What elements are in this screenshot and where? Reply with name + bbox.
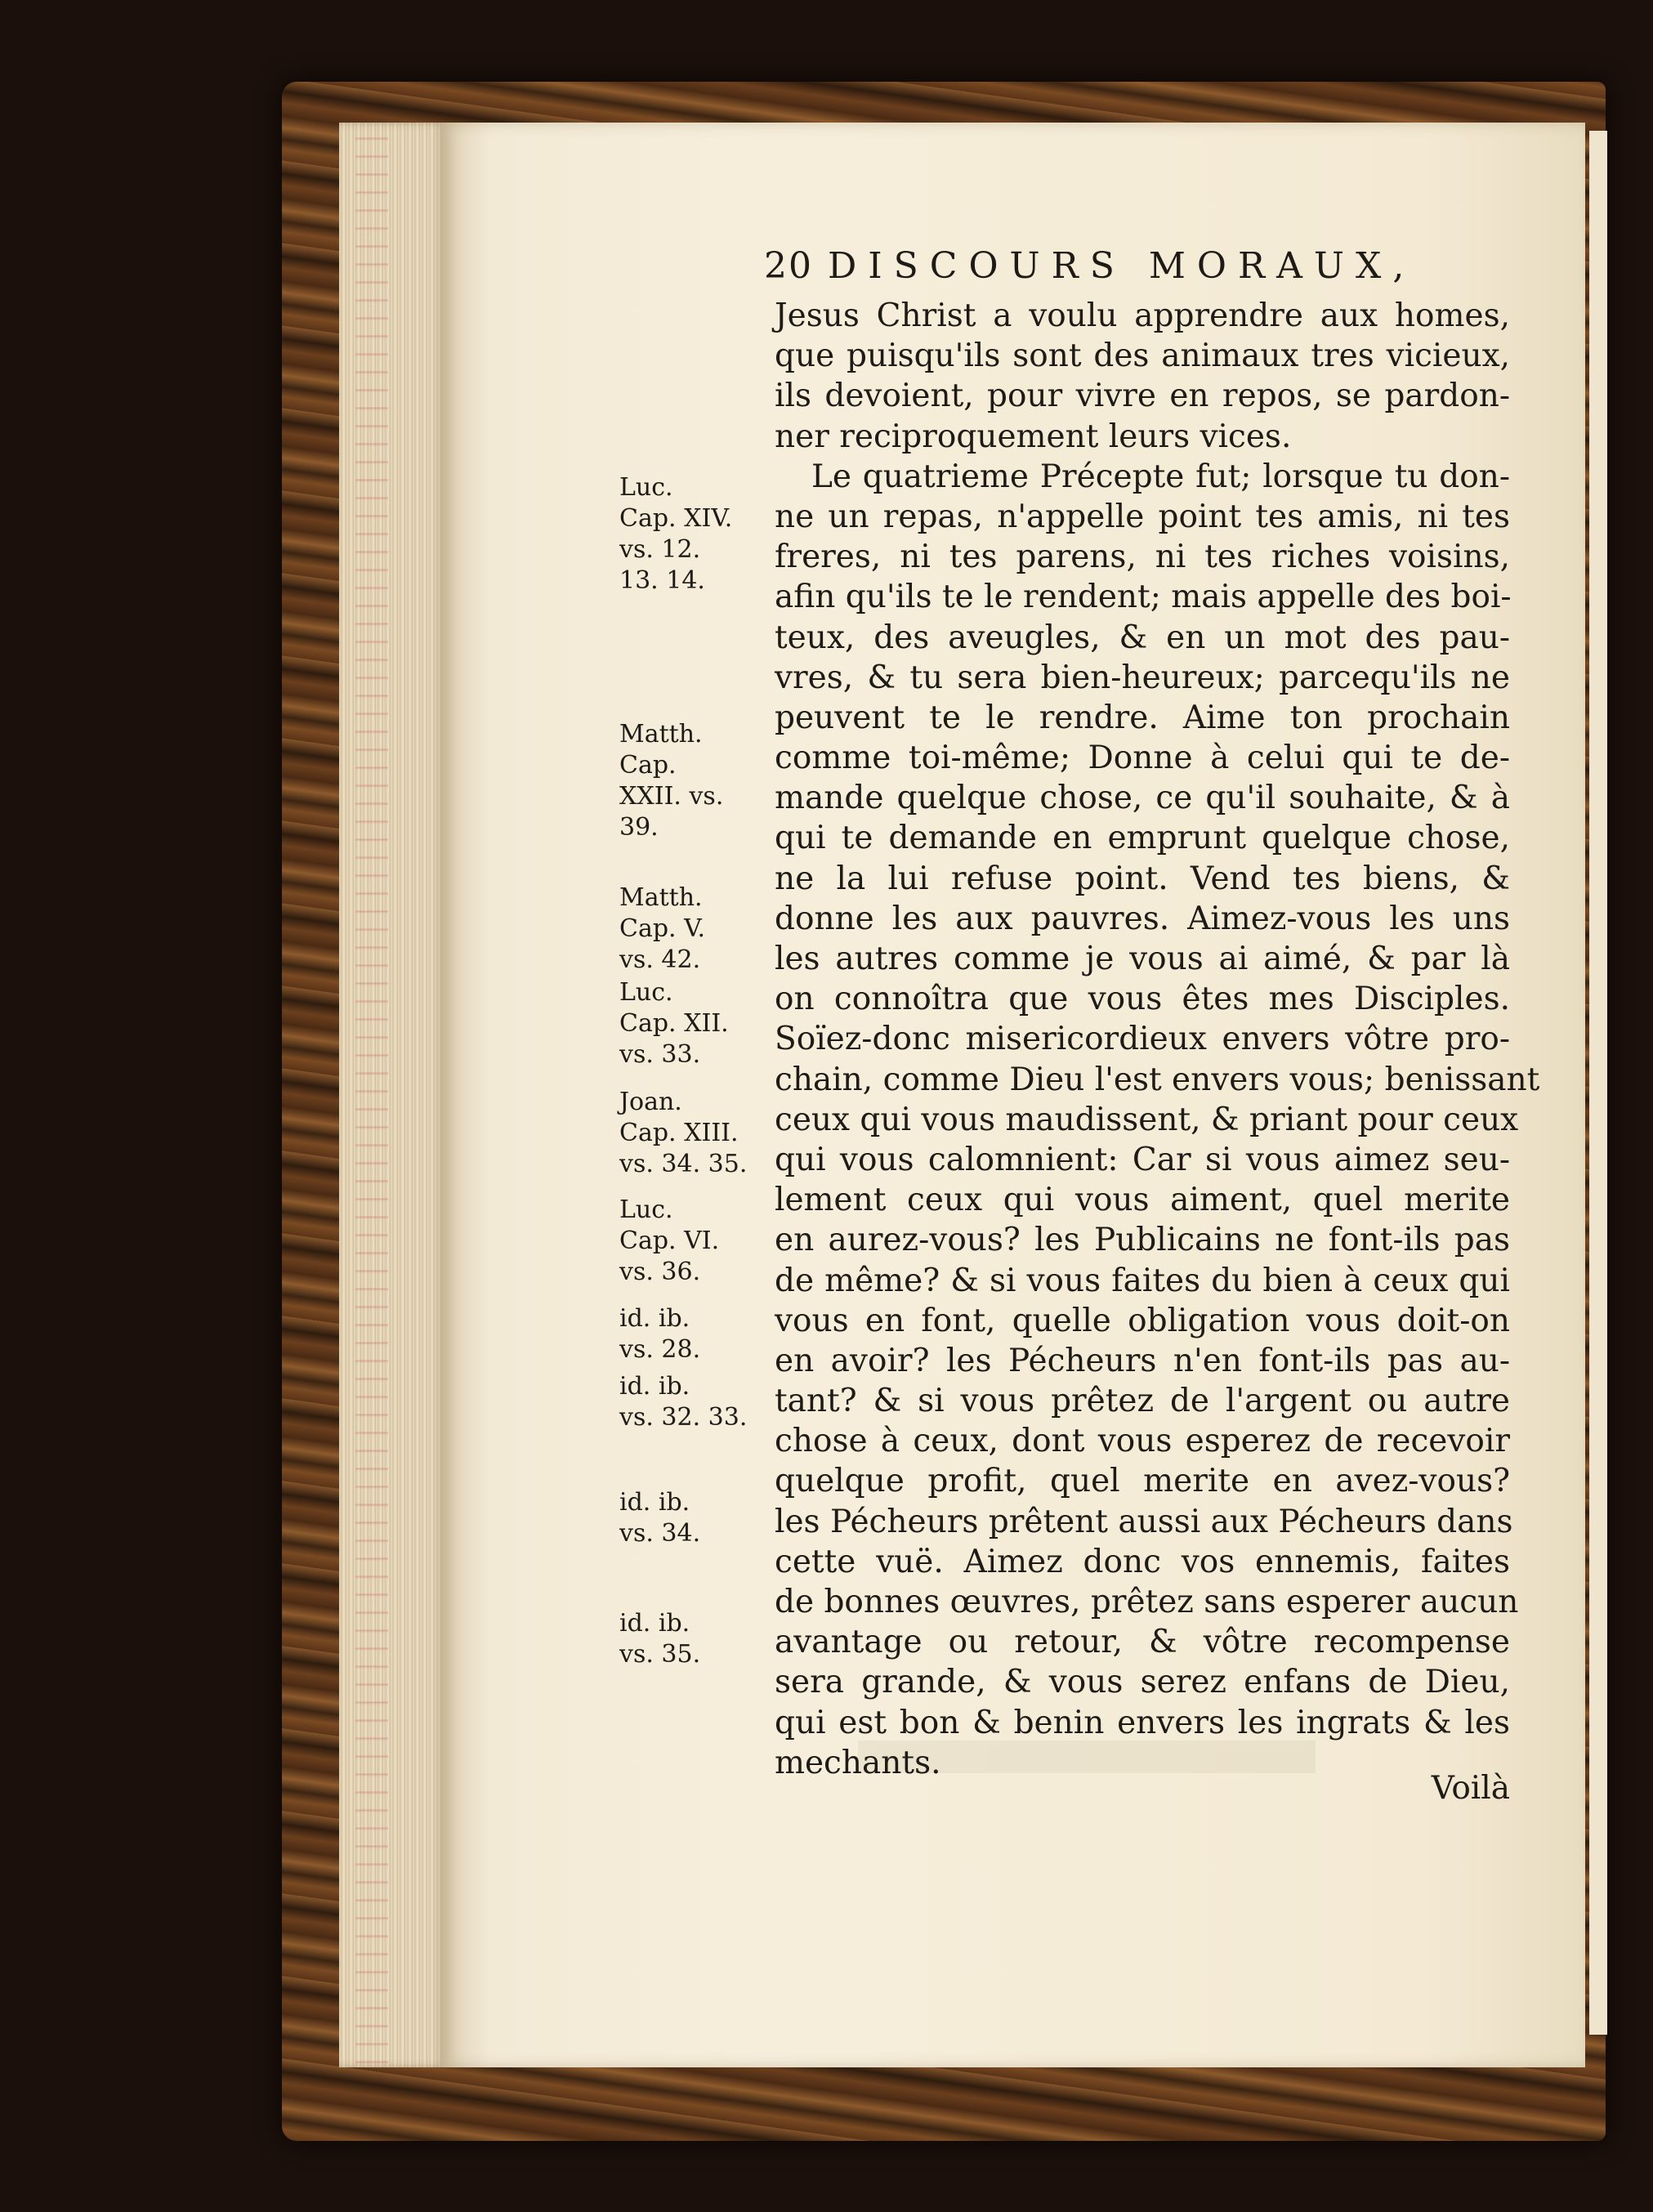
margin-note-line: Cap. XII.: [619, 1009, 729, 1038]
text-line: que puisqu'ils sont des animaux tres vicieux,: [775, 337, 1510, 375]
margin-note: [619, 1371, 748, 1433]
text-line: chain, comme Dieu l'est envers vous; benissant: [775, 1061, 1540, 1098]
text-line: ner reciproquement leurs vices.: [775, 418, 1292, 455]
text-line: en aurez-vous? les Publicains ne font-ils pas: [775, 1222, 1510, 1259]
margin-note-line: Luc.: [619, 978, 673, 1007]
text-line: de bonnes œuvres, prêtez sans esperer aucun: [775, 1584, 1519, 1620]
margin-note-line: vs. 42.: [619, 945, 701, 974]
text-line: teux, des aveugles, & en un mot des pau-: [775, 619, 1510, 656]
margin-note-line: id. ib.: [619, 1488, 690, 1517]
text-line: de même? & si vous faites du bien à ceux qui: [775, 1262, 1510, 1299]
margin-note-line: 39.: [619, 813, 659, 842]
margin-note-line: Cap. XIII.: [619, 1119, 739, 1147]
margin-note-line: vs. 33.: [619, 1040, 701, 1069]
text-line: vres, & tu sera bien-heureux; parcequ'ils ne: [775, 659, 1510, 696]
text-line: afin qu'ils te le rendent; mais appelle des boi-: [775, 579, 1512, 616]
margin-note-line: Cap. XIV.: [619, 504, 733, 533]
text-line: qui est bon & benin envers les ingrats & les: [775, 1704, 1510, 1741]
page-edges: [339, 123, 445, 2067]
text-line: lement ceux qui vous aiment, quel merite: [775, 1182, 1510, 1219]
margin-note-line: XXII. vs.: [619, 782, 724, 811]
margin-note: [619, 719, 734, 843]
margin-note: [619, 472, 734, 597]
text-line: ils devoient, pour vivre en repos, se pardon-: [775, 378, 1510, 415]
text-line: qui vous calomnient: Car si vous aimez seu-: [775, 1141, 1510, 1178]
text-line: avantage ou retour, & vôtre recompense: [775, 1624, 1510, 1661]
text-line: ne un repas, n'appelle point tes amis, ni tes: [775, 498, 1510, 535]
text-line: donne les aux pauvres. Aimez-vous les uns: [775, 900, 1510, 937]
margin-note-line: 13. 14.: [619, 566, 705, 595]
margin-note: [619, 1195, 734, 1288]
margin-note-line: Cap. VI.: [619, 1227, 720, 1255]
margin-note-line: vs. 34. 35.: [619, 1150, 748, 1178]
margin-note-line: vs. 28.: [619, 1335, 701, 1364]
margin-note-line: vs. 35.: [619, 1640, 701, 1669]
margin-note-line: vs. 32. 33.: [619, 1403, 748, 1432]
margin-note: [619, 977, 734, 1070]
margin-note-line: Cap. V.: [619, 914, 706, 943]
text-line: cette vuë. Aimez donc vos ennemis, faites: [775, 1543, 1510, 1580]
margin-note-line: Luc.: [619, 473, 673, 502]
page-number: 20: [764, 245, 813, 287]
margin-note-line: id. ib.: [619, 1304, 690, 1333]
margin-note: [619, 1303, 734, 1365]
text-line: tant? & si vous prêtez de l'argent ou autre: [775, 1383, 1510, 1420]
margin-note: [619, 1087, 748, 1180]
running-header: [764, 245, 1459, 287]
text-line: vous en font, quelle obligation vous doit-on: [775, 1302, 1510, 1339]
margin-note-line: Luc.: [619, 1195, 673, 1224]
text-line: mechants.: [775, 1744, 941, 1781]
margin-note: [619, 1608, 734, 1670]
running-title: DISCOURS MORAUX,: [828, 245, 1416, 287]
text-line: ceux qui vous maudissent, & priant pour ceux: [775, 1101, 1519, 1138]
margin-note-line: Cap.: [619, 751, 677, 780]
body-text: [775, 296, 1540, 1783]
text-line: sera grande, & vous serez enfans de Dieu,: [775, 1664, 1510, 1701]
facing-page-edge: [1589, 131, 1607, 2035]
margin-note-line: id. ib.: [619, 1372, 690, 1401]
text-line: ne la lui refuse point. Vend tes biens, &: [775, 860, 1510, 897]
margin-note-line: Joan.: [619, 1088, 682, 1116]
text-line: Soïez-donc misericordieux envers vôtre pro-: [775, 1021, 1510, 1058]
text-line: qui te demande en emprunt quelque chose,: [775, 820, 1510, 857]
margin-note-line: vs. 12.: [619, 535, 701, 564]
margin-note-line: Matth.: [619, 720, 703, 749]
text-line: mande quelque chose, ce qu'il souhaite, & à: [775, 780, 1510, 817]
catchword: Voilà: [1431, 1770, 1510, 1807]
text-line: quelque profit, quel merite en avez-vous?: [775, 1463, 1510, 1500]
text-line: les autres comme je vous ai aimé, & par là: [775, 941, 1510, 977]
margin-note: [619, 1487, 734, 1549]
text-line: freres, ni tes parens, ni tes riches voisins,: [775, 538, 1510, 576]
text-line: comme toi-même; Donne à celui qui te de-: [775, 740, 1510, 777]
text-line: Jesus Christ a voulu apprendre aux homes,: [775, 297, 1510, 334]
text-line: chose à ceux, dont vous esperez de recevoir: [775, 1423, 1510, 1460]
text-line: en avoir? les Pécheurs n'en font-ils pas au-: [775, 1342, 1510, 1379]
margin-note-line: vs. 34.: [619, 1519, 701, 1548]
margin-note-line: Matth.: [619, 883, 703, 912]
margin-note: [619, 883, 734, 976]
margin-note-line: vs. 36.: [619, 1258, 701, 1286]
text-line: peuvent te le rendre. Aime ton prochain: [775, 699, 1510, 736]
text-line: Le quatrieme Précepte fut; lorsque tu don-: [811, 458, 1510, 495]
text-line: on connoîtra que vous êtes mes Disciples.: [775, 981, 1510, 1018]
text-line: les Pécheurs prêtent aussi aux Pécheurs dans: [775, 1503, 1513, 1540]
margin-note-line: id. ib.: [619, 1609, 690, 1638]
